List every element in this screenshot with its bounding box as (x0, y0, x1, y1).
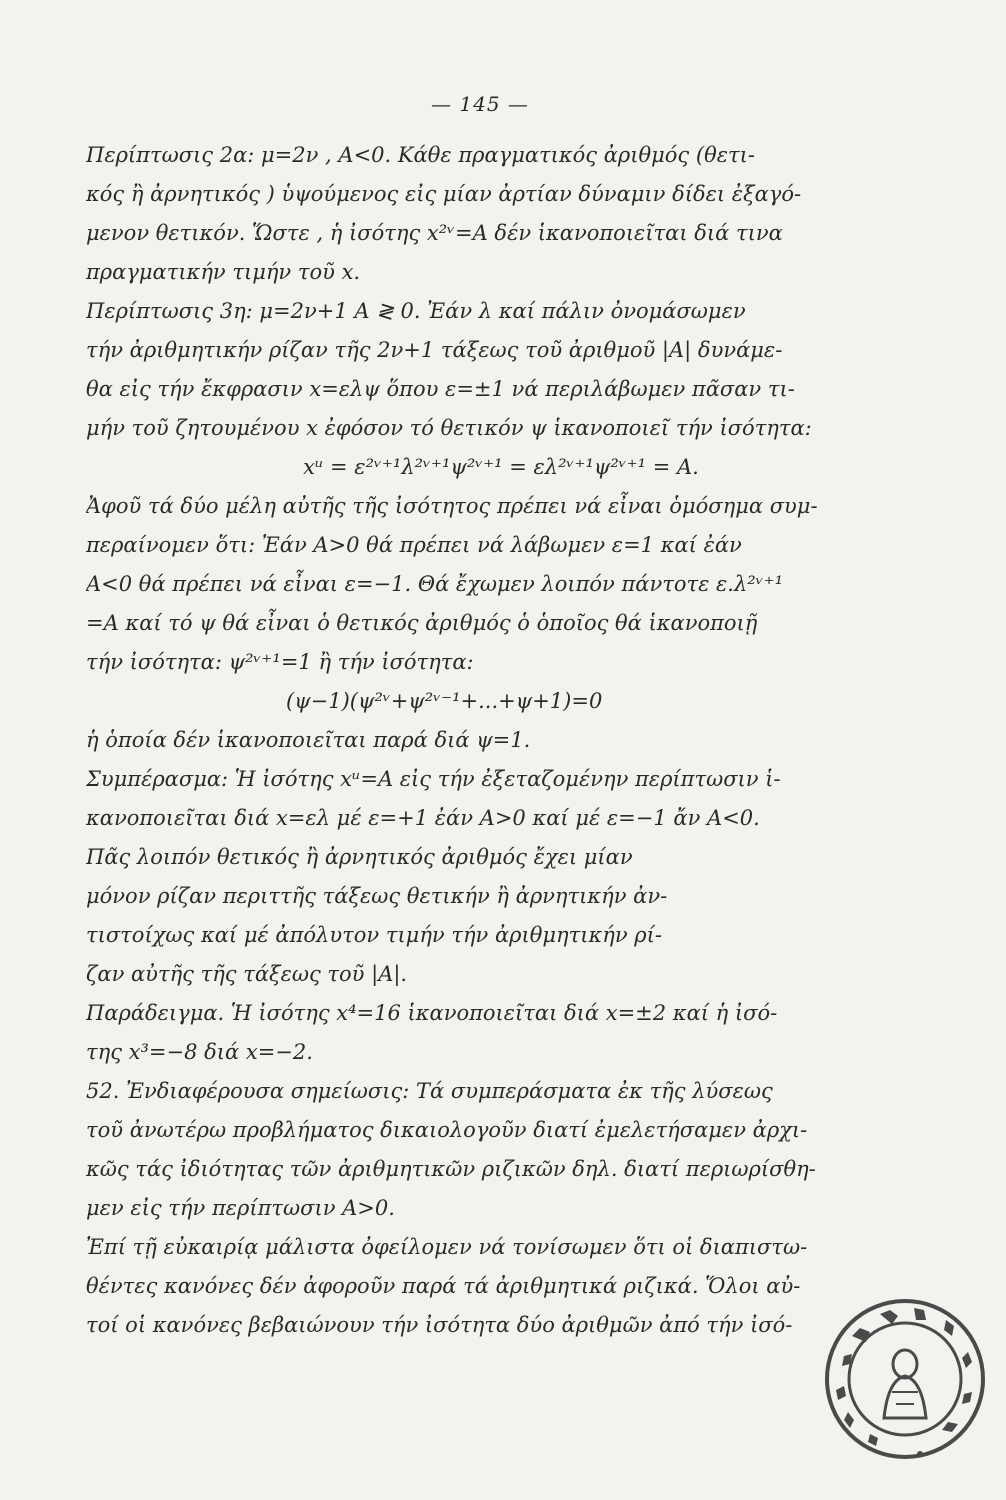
text-line: Α<0 θά πρέπει νά εἶναι ε=−1. Θά ἔχωμεν λοιπόν πάντοτε ε.λ²ᵛ⁺¹ (86, 572, 784, 596)
equation-line: xᵘ = ε²ᵛ⁺¹λ²ᵛ⁺¹ψ²ᵛ⁺¹ = ελ²ᵛ⁺¹ψ²ᵛ⁺¹ = A. (303, 455, 699, 479)
text-line: Περίπτωσις 2α: μ=2ν , Α<0. Κάθε πραγματικός ἀριθμός (θετι- (86, 143, 755, 167)
text-line: κανοποιεῖται διά x=ελ μέ ε=+1 ἐάν Α>0 καί μέ ε=−1 ἄν Α<0. (86, 806, 760, 830)
text-line: τιστοίχως καί μέ ἀπόλυτον τιμήν τήν ἀριθμητικήν ρί- (86, 923, 662, 947)
text-line: τοί οἱ κανόνες βεβαιώνουν τήν ἰσότητα δύο ἀριθμῶν ἀπό τήν ἰσό- (86, 1313, 793, 1337)
text-line: Ἀφοῦ τά δύο μέλη αὐτῆς τῆς ἰσότητος πρέπει νά εἶναι ὁμόσημα συμ- (86, 494, 818, 518)
text-line: μεν εἰς τήν περίπτωσιν Α>0. (86, 1196, 395, 1220)
text-line: πραγματικήν τιμήν τοῦ x. (86, 260, 361, 284)
body-text (86, 136, 916, 1345)
text-line: κός ἢ ἀρνητικός ) ὑψούμενος εἰς μίαν ἀρτίαν δύναμιν δίδει ἐξαγό- (86, 182, 802, 206)
text-line: θα εἰς τήν ἔκφρασιν x=ελψ ὅπου ε=±1 νά περιλάβωμεν πᾶσαν τι- (86, 377, 795, 401)
text-line: =A καί τό ψ θά εἶναι ὁ θετικός ἀριθμός ὁ ὁποῖος θά ἱκανοποιῇ (86, 611, 758, 635)
text-line: Συμπέρασμα: Ἡ ἰσότης xᵘ=A εἰς τήν ἐξεταζομένην περίπτωσιν ἱ- (86, 767, 781, 791)
section-heading-line: 52. Ἐνδιαφέρουσα σημείωσις: Τά συμπεράσματα ἐκ τῆς λύσεως (86, 1079, 773, 1103)
equation-line: (ψ−1)(ψ²ᵛ+ψ²ᵛ⁻¹+...+ψ+1)=0 (286, 689, 603, 713)
text-line: ἡ ὁποία δέν ἱκανοποιεῖται παρά διά ψ=1. (86, 728, 531, 752)
text-line: περαίνομεν ὅτι: Ἐάν Α>0 θά πρέπει νά λάβωμεν ε=1 καί ἐάν (86, 533, 742, 557)
text-line: Πᾶς λοιπόν θετικός ἢ ἀρνητικός ἀριθμός ἔχει μίαν (86, 845, 633, 869)
text-line: της x³=−8 διά x=−2. (86, 1040, 313, 1064)
text-line: Ἐπί τῇ εὐκαιρίᾳ μάλιστα ὀφείλομεν νά τονίσωμεν ὅτι οἱ διαπιστω- (86, 1235, 808, 1259)
text-line: κῶς τάς ἰδιότητας τῶν ἀριθμητικῶν ριζικῶν δηλ. διατί περιωρίσθη- (86, 1157, 816, 1181)
library-stamp-icon (822, 1296, 988, 1462)
text-line: ζαν αὐτῆς τῆς τάξεως τοῦ |Α|. (86, 962, 408, 986)
text-line: μήν τοῦ ζητουμένου x ἐφόσον τό θετικόν ψ ἱκανοποιεῖ τήν ἰσότητα: (86, 416, 812, 440)
text-line: Περίπτωσις 3η: μ=2ν+1 Α ≷ 0. Ἐάν λ καί πάλιν ὀνομάσωμεν (86, 299, 746, 323)
text-line: τήν ἰσότητα: ψ²ᵛ⁺¹=1 ἢ τήν ἰσότητα: (86, 650, 474, 674)
text-line: τήν ἀριθμητικήν ρίζαν τῆς 2ν+1 τάξεως τοῦ ἀριθμοῦ |Α| δυνάμε- (86, 338, 783, 362)
text-line: μόνον ρίζαν περιττῆς τάξεως θετικήν ἢ ἀρνητικήν ἀν- (86, 884, 668, 908)
text-line: θέντες κανόνες δέν ἀφοροῦν παρά τά ἀριθμητικά ριζικά. Ὅλοι αὐ- (86, 1274, 801, 1298)
text-line: τοῦ ἀνωτέρω προβλήματος δικαιολογοῦν διατί ἐμελετήσαμεν ἀρχι- (86, 1118, 808, 1142)
text-line: Παράδειγμα. Ἡ ἰσότης x⁴=16 ἱκανοποιεῖται διά x=±2 καί ἡ ἰσό- (86, 1001, 778, 1025)
page-number: — 145 — (431, 92, 529, 116)
text-line: μενον θετικόν. Ὥστε , ἡ ἰσότης x²ᵛ=A δέν ἱκανοποιεῖται διά τινα (86, 221, 783, 245)
